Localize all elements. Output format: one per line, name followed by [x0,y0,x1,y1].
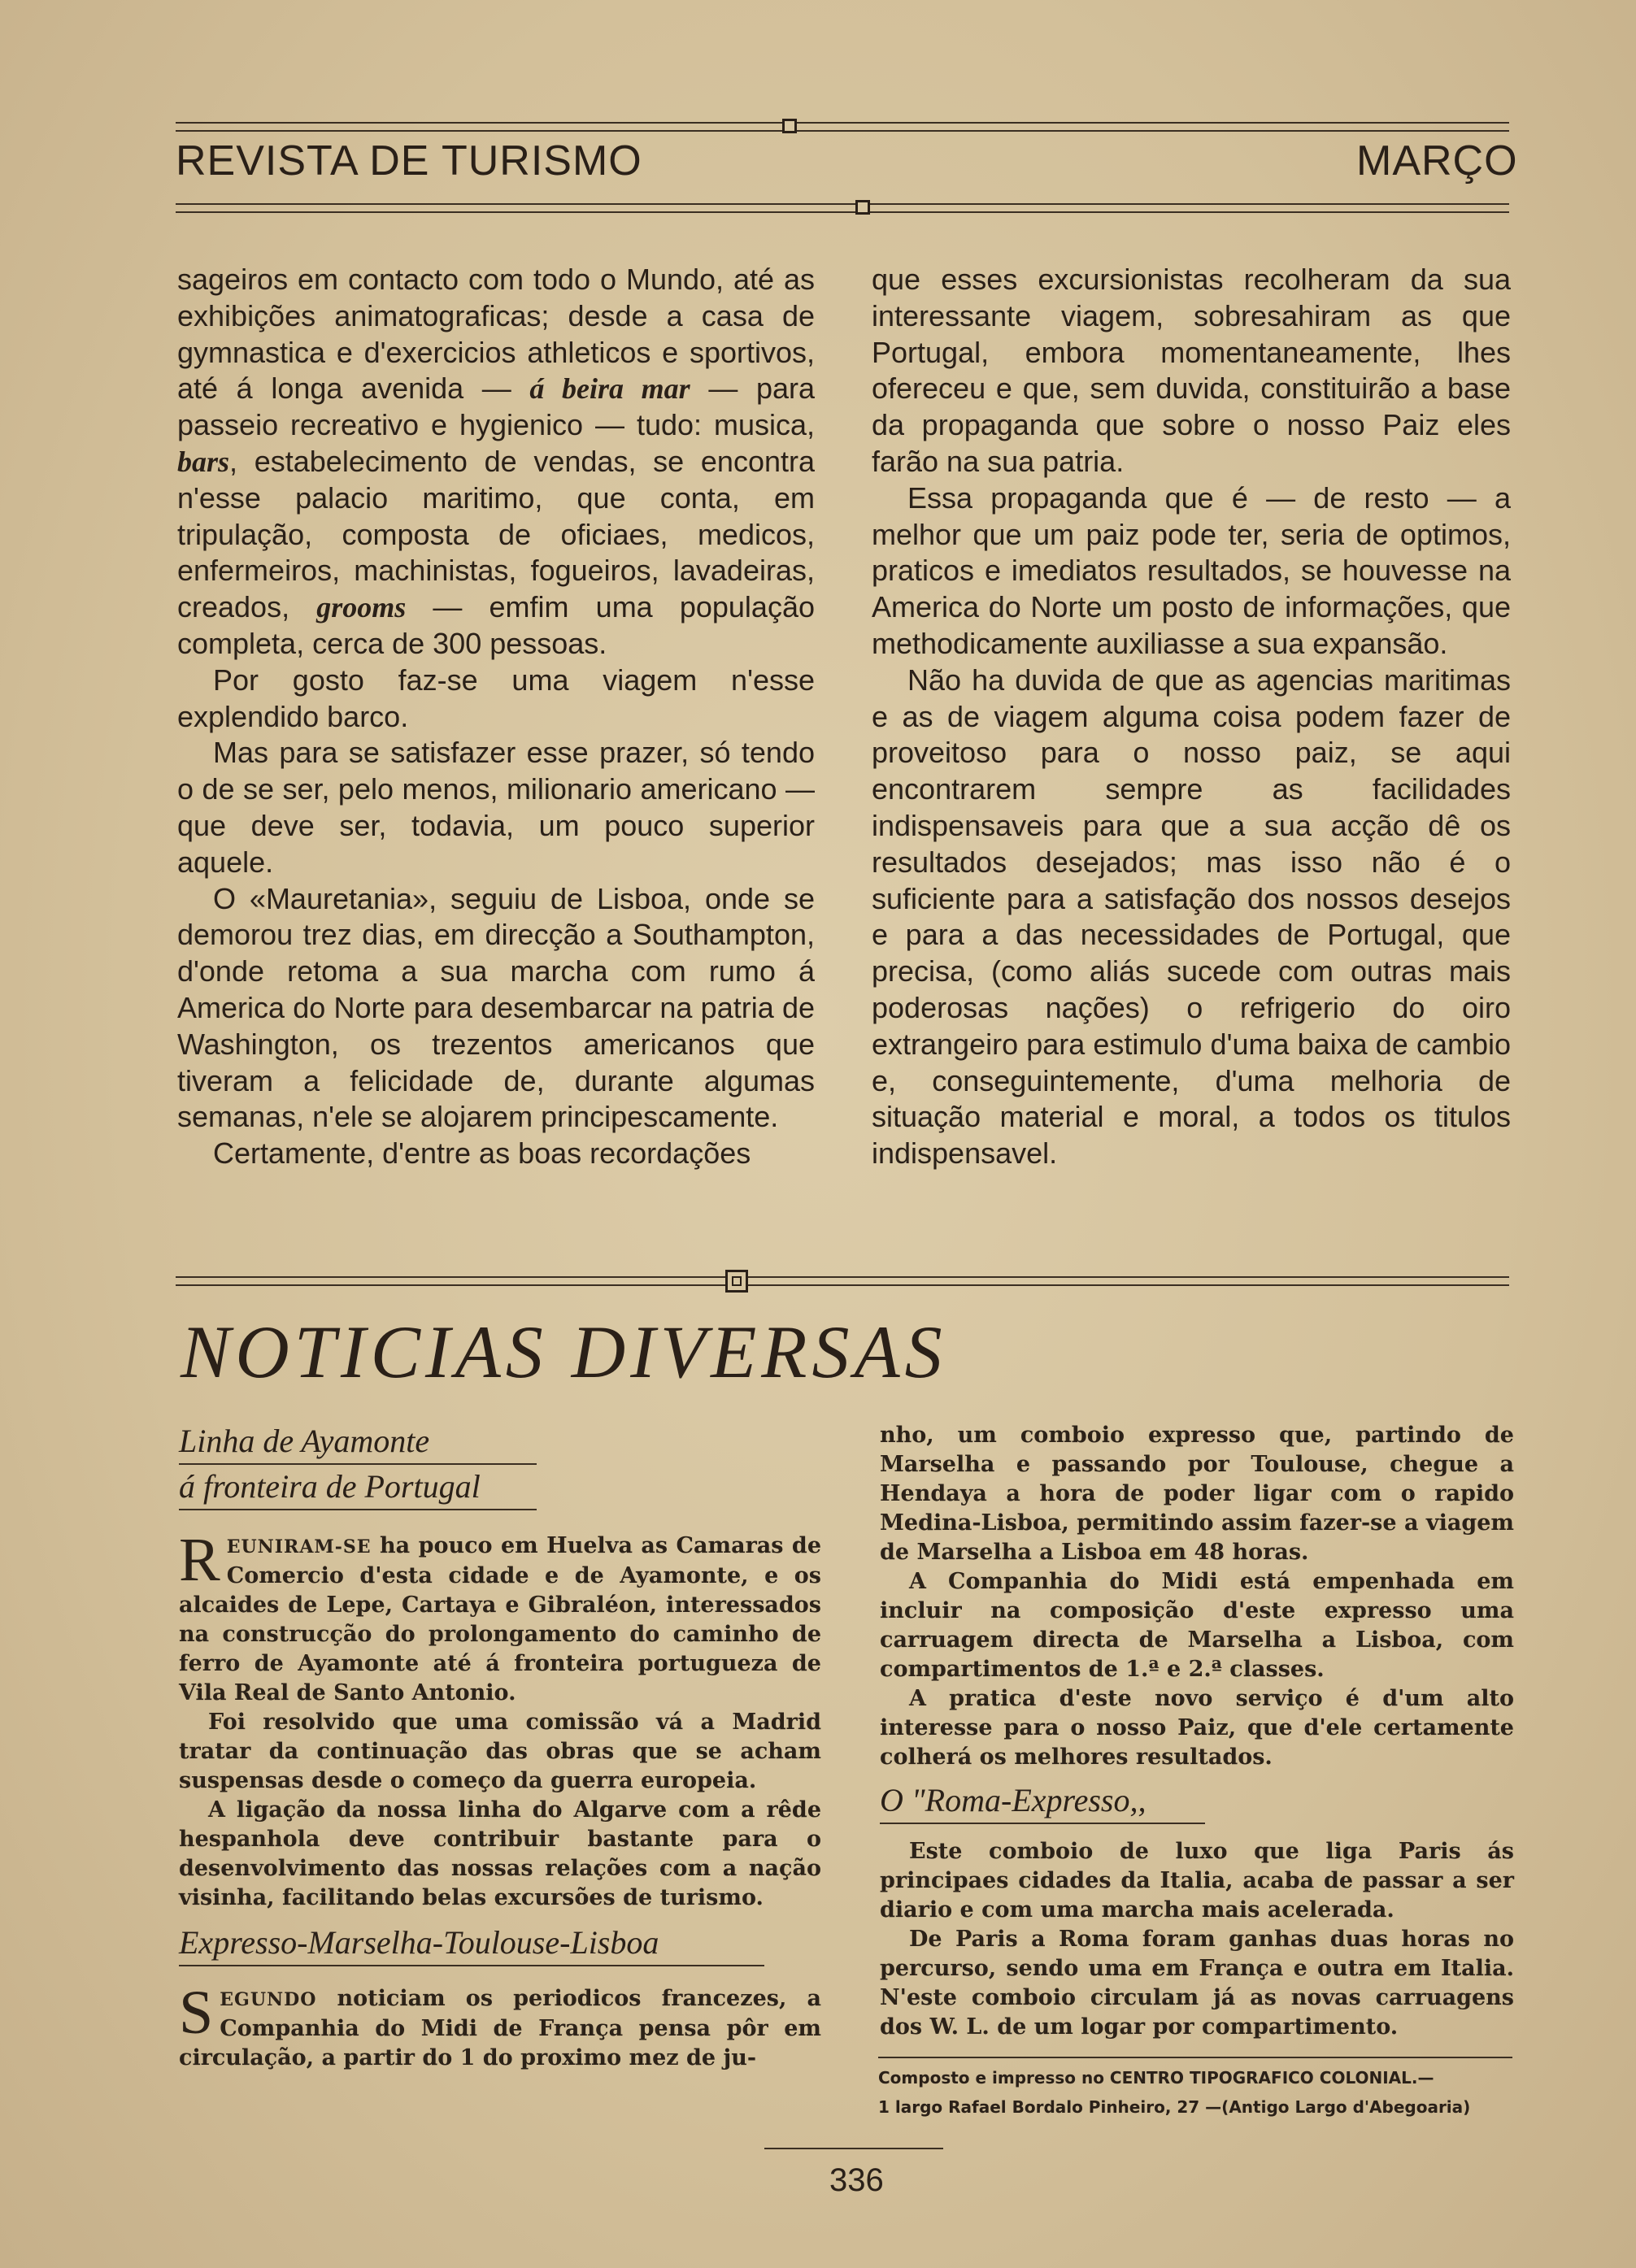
news-left-column [179,1419,821,2073]
news-right-column [880,1421,1514,2042]
expresso-paragraph: A Companhia do Midi está empenhada em incluir na composição d'este expresso uma carruagem directa de Marselha a Lisboa, com compartimentos de 1.ª e 2.ª classes. [880,1569,1514,1682]
header-rule-bottom [176,203,1509,213]
article-left-continuation [177,262,815,663]
smallcaps-lead: EUNIRAM-SE [226,1536,372,1558]
article-right-column [872,262,1511,1172]
text-segment: ha pouco em Huelva as Camaras de Comercio d'esta cidade e de Ayamonte, e os alcaides de Lepe, Cartaya e Gibraléon, interessados na construcção do prolongamento do caminho de ferro de Ayamonte até á fronteira portugueza de Vila Real de Santo Antonio. [179,1533,821,1705]
heading-ayamonte-1: Linha de Ayamonte [179,1423,430,1459]
emphasis-beira-mar: á beira mar [529,372,690,406]
dropcap-s: S [179,1979,214,2047]
text-segment: — emfim uma população completa, cerca de 300 pessoas. [177,590,815,660]
article-paragraph: Certamente, d'entre as boas recordações [213,1136,751,1171]
expresso-continuation: nho, um comboio expresso que, partindo de Marselha e passando por Toulouse, chegue a Hendaya a hora de poder ligar com o rapido Medina-Lisboa, permitindo assim fazer-se a viagem de Marselha a Lisboa em 48 horas. [880,1423,1514,1565]
article-paragraph: Não ha duvida de que as agencias maritimas e as de viagem alguma coisa podem fazer de proveitoso para o nosso paiz, se aqui encontrarem sempre as facilidades indispensaveis para que a sua acção dê os resultados desejados; mas isso não é o suficiente para a satisfação dos nossos desejos e para a das necessidades de Portugal, que precisa, (como aliás sucede com outras mais poderosas nações) o refrigerio do oiro extrangeiro para estimulo d'uma baixa de cambio e, conseguintemente, d'uma melhoria de situação material e moral, a todos os titulos indispensavel. [872,663,1511,1171]
article-left-column [177,262,815,1172]
ayamonte-paragraph: Foi resolvido que uma comissão vá a Madrid tratar da continuação das obras que se acham suspensas desde o começo da guerra europeia. [179,1710,821,1793]
article-paragraph: Por gosto faz-se uma viagem n'esse explendido barco. [177,663,815,733]
ayamonte-paragraph: A ligação da nossa linha do Algarve com a rêde hespanhola deve contribuir bastante para o desenvolvimento das nossas relações com a nação visinha, facilitando belas excursões de turismo. [179,1797,821,1910]
imprint-rule [878,2057,1512,2058]
roma-paragraph: De Paris a Roma foram ganhas duas horas no percurso, sendo uma em França e outra em Italia. N'este comboio circulam já as novas carruagens dos W. L. de um logar por compartimento. [880,1927,1514,2040]
section-rule [176,1276,1509,1286]
page-number: 336 [829,2162,884,2198]
emphasis-grooms: grooms [316,591,407,624]
heading-roma: O "Roma-Expresso,, [880,1782,1147,1818]
heading-underline [179,1509,537,1510]
smallcaps-lead: EGUNDO [220,1989,317,2010]
roma-paragraph: Este comboio de luxo que liga Paris ás principaes cidades da Italia, acaba de passar a ser diario e com uma marcha mais acelerada. [880,1839,1514,1923]
dropcap-r: R [179,1526,220,1594]
imprint-line-2: 1 largo Rafael Bordalo Pinheiro, 27 —(Antigo Largo d'Abegoaria) [878,2097,1471,2117]
heading-underline [880,1823,1205,1824]
imprint-line-1: Composto e impresso no CENTRO TIPOGRAFICO COLONIAL.— [878,2068,1434,2088]
imprint [878,2063,1521,2122]
heading-ayamonte-2: á fronteira de Portugal [179,1468,481,1505]
article-paragraph: Essa propaganda que é — de resto — a melhor que um paiz pode ter, seria de optimos, praticos e imediatos resultados, se houvesse na America do Norte um posto de informações, que methodicamente auxiliasse a sua expansão. [872,480,1511,660]
header-month: MARÇO [1356,137,1518,185]
text-segment: , estabelecimento de vendas, se encontra n'esse palacio maritimo, que conta, em tripulação, composta de oficiaes, medicos, enfermeiros, machinistas, fogueiros, lavadeiras, creados, [177,444,815,624]
expresso-first-paragraph [179,1979,821,2073]
heading-underline [179,1965,764,1966]
expresso-paragraph: A pratica d'este novo serviço é d'um alto interesse para o nosso Paiz, que d'ele certamente colherá os melhores resultados. [880,1686,1514,1770]
section-ornament [725,1270,748,1293]
article-paragraph: Mas para se satisfazer esse prazer, só tendo o de se ser, pelo menos, milionario americano — que deve ser, todavia, um pouco superior aquele. [177,736,815,879]
article-right-continuation: que esses excursionistas recolheram da sua interessante viagem, sobresahiram as que Portugal, embora momentaneamente, lhes ofereceu e que, sem duvida, constituirão a base da propaganda que sobre o nosso Paiz eles farão na sua patria. [872,263,1511,478]
text-segment: sageiros em contacto com todo o Mundo, até as exhibições animatograficas; desde a casa de gymnastica e d'exercicios athleticos e sportivos, até á longa avenida — [177,263,815,406]
header-rule-top [176,122,1509,132]
header-title: REVISTA DE TURISMO [176,137,642,185]
text-segment: noticiam os periodicos francezes, a Companhia do Midi de França pensa pôr em circulação, a partir do 1 do proximo mez de ju- [179,1986,821,2070]
text-segment: — para passeio recreativo e hygienico — tudo: musica, [177,371,816,442]
heading-expresso: Expresso-Marselha-Toulouse-Lisboa [179,1924,659,1961]
section-title: NOTICIAS DIVERSAS [181,1310,947,1393]
footer-rule [764,2148,943,2149]
article-paragraph: O «Mauretania», seguiu de Lisboa, onde se demorou trez dias, em direcção a Southampton, d'onde retoma a sua marcha com rumo á America do Norte para desembarcar na patria de Washington, os trezentos americanos que tiveram a felicidade de, durante algumas semanas, n'ele se alojarem principescamente. [177,881,815,1134]
header-ornament-top [782,119,797,133]
ayamonte-first-paragraph [179,1526,821,1708]
header-ornament-bottom [855,200,870,215]
emphasis-bars: bars [177,445,230,478]
